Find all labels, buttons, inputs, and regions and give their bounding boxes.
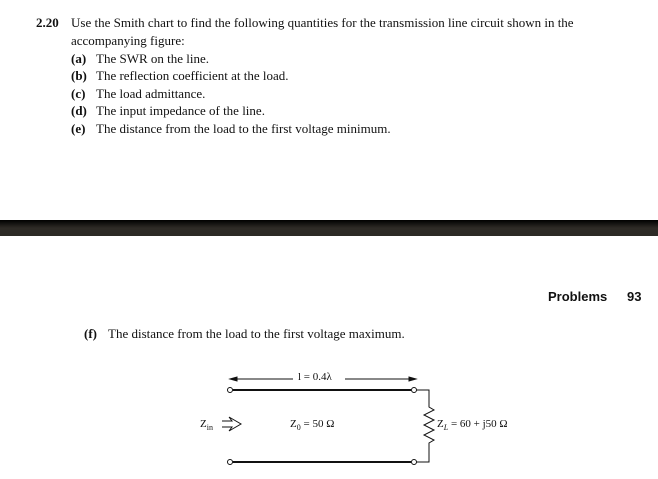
arrowhead-right-icon (409, 377, 416, 381)
z0-label (290, 418, 334, 432)
arrowhead-left-icon (230, 377, 237, 381)
z0-subscript: 0 (296, 423, 301, 433)
zl-symbol: Z (437, 418, 444, 430)
terminal (412, 388, 417, 393)
zl-value: = 60 + j50 Ω (448, 418, 508, 430)
terminal (228, 460, 233, 465)
problem-intro-cont: accompanying figure: (71, 33, 185, 48)
running-header: Problems (548, 289, 608, 304)
terminal (228, 388, 233, 393)
input-arrow-icon (222, 417, 241, 431)
item-a-text: The SWR on the line. (96, 51, 210, 66)
load-resistor-icon (416, 390, 434, 462)
item-d-text: The input impedance of the line. (96, 103, 265, 118)
length-label: l = 0.4λ (298, 371, 332, 383)
problem-intro: Use the Smith chart to find the following quantities for the transmission line circuit shown in the (71, 15, 574, 30)
item-e-text: The distance from the load to the first voltage minimum. (96, 121, 391, 136)
page-number: 93 (627, 289, 642, 304)
zl-subscript: L (443, 423, 449, 433)
zl-label (437, 418, 508, 432)
item-e-label: (e) (71, 121, 86, 136)
zin-symbol: Z (200, 418, 207, 430)
zin-label (200, 418, 213, 432)
item-b-label: (b) (71, 68, 87, 83)
z0-symbol: Z (290, 418, 297, 430)
item-d-label: (d) (71, 103, 87, 118)
item-f-label: (f) (84, 326, 97, 341)
item-c-text: The load admittance. (96, 86, 206, 101)
item-a-label: (a) (71, 51, 87, 66)
item-f-text: The distance from the load to the first voltage maximum. (108, 326, 405, 341)
zin-subscript: in (206, 423, 213, 433)
problem-number: 2.20 (36, 15, 59, 30)
item-c-label: (c) (71, 86, 86, 101)
terminal (412, 460, 417, 465)
item-b-text: The reflection coefficient at the load. (96, 68, 289, 83)
z0-value: = 50 Ω (300, 418, 335, 430)
